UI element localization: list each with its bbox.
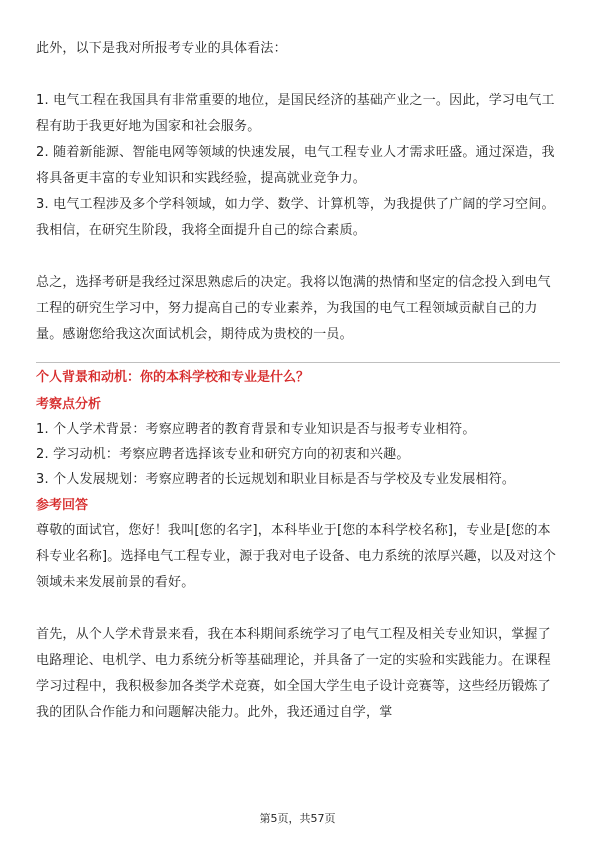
answer-paragraph-1: 尊敬的面试官，您好！我叫[您的名字]，本科毕业于[您的本科学校名称]，专业是[您的本科专业名称]。选择电气工程专业，源于我对电子设备、电力系统的浓厚兴趣，以及对这个领域未来发展前景的看好。 [36,523,557,590]
question-heading: 个人背景和动机：你的本科学校和专业是什么？ [36,370,310,385]
answer-heading: 参考回答 [36,498,89,513]
analysis-heading: 考察点分析 [36,397,102,412]
answer-paragraph-2: 首先，从个人学术背景来看，我在本科期间系统学习了电气工程及相关专业知识，掌握了电路理论、电机学、电力系统分析等基础理论，并具备了一定的实验和实践能力。在课程学习过程中，我积极参加各类学术竞赛，如全国大学生电子设计竞赛等，这些经历锻炼了我的团队合作能力和问题解决能力。此外，我还通过自学，掌 [36,627,551,720]
analysis-item: 2. 学习动机：考察应聘者选择该专业和研究方向的初衷和兴趣。 [36,447,410,462]
analysis-item: 1. 个人学术背景：考察应聘者的教育背景和专业知识是否与报考专业相符。 [36,422,476,437]
page-content [36,36,560,726]
opinion-item: 2. 随着新能源、智能电网等领域的快速发展，电气工程专业人才需求旺盛。通过深造，我将具备更丰富的专业知识和实践经验，提高就业竞争力。 [36,145,555,186]
conclusion-paragraph: 总之，选择考研是我经过深思熟虑后的决定。我将以饱满的热情和坚定的信念投入到电气工程的研究生学习中，努力提高自己的专业素养，为我国的电气工程领域贡献自己的力量。感谢您给我这次面试机会，期待成为贵校的一员。 [36,275,551,342]
opinion-list [36,88,560,244]
intro-paragraph: 此外，以下是我对所报考专业的具体看法： [36,41,287,56]
page-number: 第5页，共57页 [259,812,336,825]
opinion-item: 1. 电气工程在我国具有非常重要的地位，是国民经济的基础产业之一。因此，学习电气工程有助于我更好地为国家和社会服务。 [36,93,555,134]
opinion-item: 3. 电气工程涉及多个学科领域，如力学、数学、计算机等，为我提供了广阔的学习空间。我相信，在研究生阶段，我将全面提升自己的综合素质。 [36,197,555,238]
analysis-list [36,417,560,492]
section-divider [36,362,560,363]
analysis-item: 3. 个人发展规划：考察应聘者的长远规划和职业目标是否与学校及专业发展相符。 [36,472,516,487]
